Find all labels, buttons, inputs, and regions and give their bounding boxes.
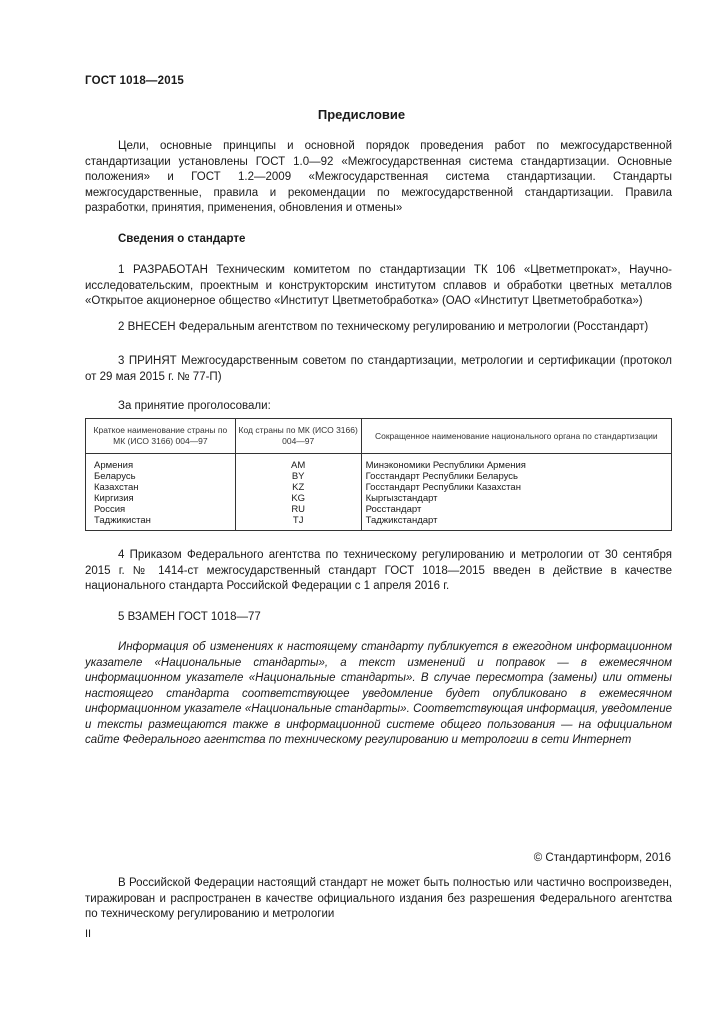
order-paragraph: 4 Приказом Федерального агентства по техническому регулированию и метрологии от 30 сентября 2015 г. № 1414-ст межгосударственный стандарт ГОСТ 1018—2015 введен в действие в качестве национального стандарта Российской Федерации с 1 апреля 2016 г. [85, 549, 672, 592]
header-country-name: Краткое наименование страны по МК (ИСО 3166) 004—97 [86, 419, 236, 454]
voted-label: За принятие проголосовали: [118, 400, 271, 412]
code-cell: TJ [235, 515, 361, 531]
country-cell: Беларусь [86, 471, 236, 482]
notice-paragraph: Информация об изменениях к настоящему стандарту публикуется в ежегодном информационном указателе «Национальные стандарты», а текст изменений и поправок — в ежемесячном информационном указателе «Национальные стандарты». В случае пересмотра (замены) или отмены настоящего стандарта соответствующее уведомление будет опубликовано в ежемесячном информационном указателе «Национальные стандарты». Соответствующая информация, уведомление и тексты размещаются также в информационной системе общего пользования — на официальном сайте Федерального агентства по техническому регулированию и метрологии в сети Интернет [85, 641, 672, 746]
table-row [86, 504, 672, 515]
table-row [86, 493, 672, 504]
page-title: Предисловие [317, 107, 406, 122]
body-cell: Госстандарт Республики Беларусь [361, 471, 671, 482]
country-cell: Армения [86, 454, 236, 472]
country-cell: Казахстан [86, 482, 236, 493]
vote-table [85, 418, 672, 531]
table-row [86, 482, 672, 493]
introduced-paragraph: 2 ВНЕСЕН Федеральным агентством по техническому регулированию и метрологии (Росстандарт) [118, 321, 649, 333]
body-cell: Госстандарт Республики Казахстан [361, 482, 671, 493]
body-cell: Росстандарт [361, 504, 671, 515]
code-cell: AM [235, 454, 361, 472]
adopted-paragraph: 3 ПРИНЯТ Межгосударственным советом по стандартизации, метрологии и сертификации (протокол от 29 мая 2015 г. № 77-П) [85, 355, 672, 383]
table-row [86, 454, 672, 472]
page-number: II [85, 928, 92, 940]
vote-table-header-row [86, 419, 672, 454]
developed-paragraph: 1 РАЗРАБОТАН Техническим комитетом по стандартизации ТК 106 «Цветметпрокат», Научно-исследовательским, проектным и конструкторским институтом сплавов и обработки цветных металлов «Открытое акционерное общество «Институт Цветметобработка» (ОАО «Институт Цветметобработка») [85, 264, 672, 307]
replaces-paragraph: 5 ВЗАМЕН ГОСТ 1018—77 [118, 611, 261, 623]
header-country-code: Код страны по МК (ИСО 3166) 004—97 [235, 419, 361, 454]
country-cell: Россия [86, 504, 236, 515]
code-cell: KG [235, 493, 361, 504]
body-cell: Минэкономики Республики Армения [361, 454, 671, 472]
code-cell: BY [235, 471, 361, 482]
intro-paragraph: Цели, основные принципы и основной порядок проведения работ по межгосударственной стандартизации установлены ГОСТ 1.0—92 «Межгосударственная система стандартизации. Основные положения» и ГОСТ 1.2—2009 «Межгосударственная система стандартизации. Стандарты межгосударственные, правила и рекомендации по межгосударственной стандартизации. Правила разработки, принятия, применения, обновления и отмены» [85, 140, 672, 214]
copyright-line: © Стандартинформ, 2016 [533, 852, 671, 864]
body-cell: Кыргызстандарт [361, 493, 671, 504]
table-row [86, 515, 672, 531]
header-national-body: Сокращенное наименование национального органа по стандартизации [361, 419, 671, 454]
code-cell: KZ [235, 482, 361, 493]
document-id-header: ГОСТ 1018—2015 [85, 75, 185, 87]
table-row [86, 471, 672, 482]
restriction-paragraph: В Российской Федерации настоящий стандарт не может быть полностью или частично воспроизведен, тиражирован и распространен в качестве официального издания без разрешения Федерального агентства по техническому регулированию и метрологии [85, 877, 672, 920]
code-cell: RU [235, 504, 361, 515]
body-cell: Таджикстандарт [361, 515, 671, 531]
country-cell: Киргизия [86, 493, 236, 504]
info-heading: Сведения о стандарте [118, 233, 246, 245]
country-cell: Таджикистан [86, 515, 236, 531]
